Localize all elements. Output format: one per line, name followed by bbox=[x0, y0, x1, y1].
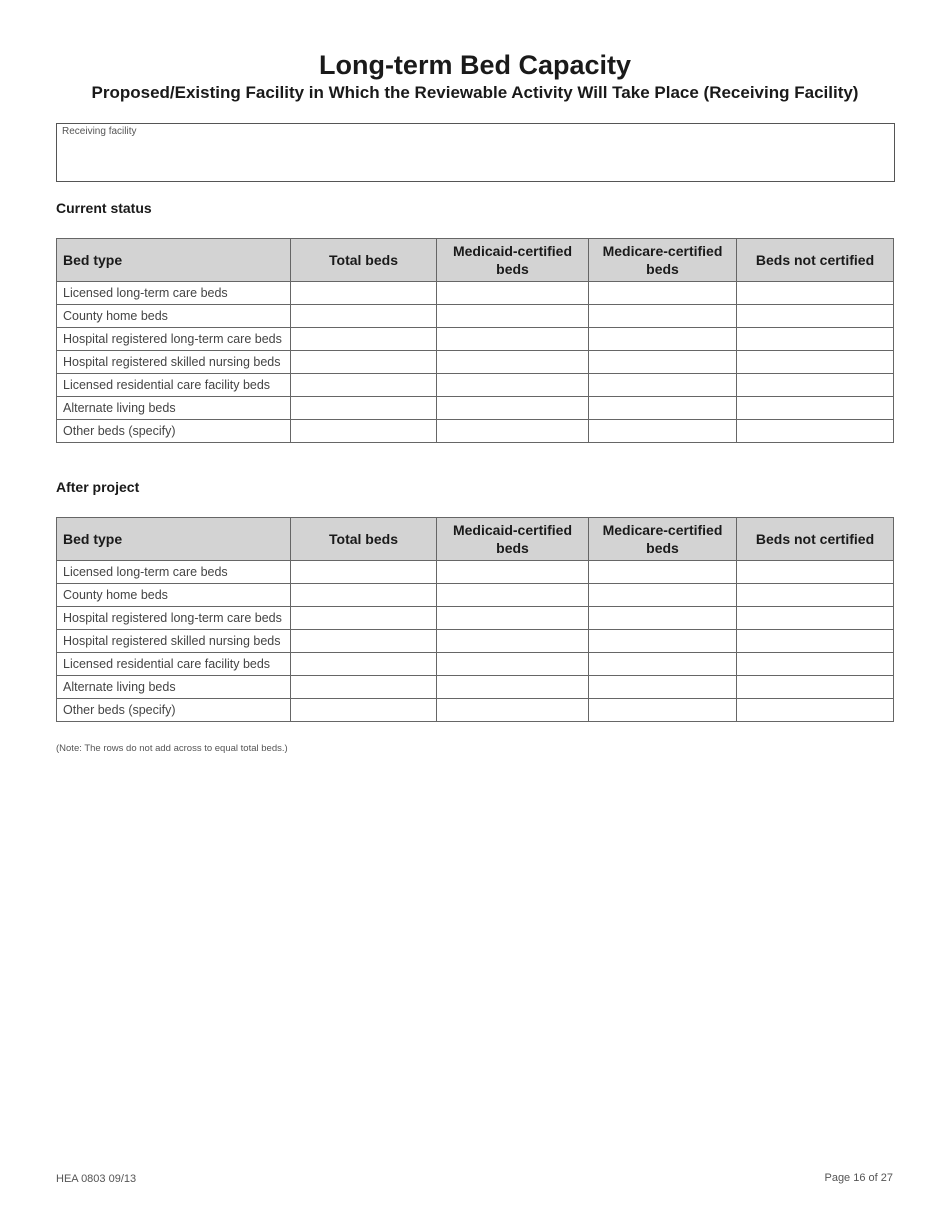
medicaid-certified-beds-cell[interactable] bbox=[437, 420, 589, 443]
table-note: (Note: The rows do not add across to equal total beds.) bbox=[56, 743, 288, 754]
total-beds-cell[interactable] bbox=[291, 282, 437, 305]
medicaid-certified-beds-cell[interactable] bbox=[437, 282, 589, 305]
column-header-beds-not-certified: Beds not certified bbox=[737, 518, 894, 561]
total-beds-cell[interactable] bbox=[291, 397, 437, 420]
medicaid-certified-beds-cell[interactable] bbox=[437, 607, 589, 630]
table-row bbox=[57, 676, 894, 699]
total-beds-cell[interactable] bbox=[291, 328, 437, 351]
medicare-certified-beds-cell[interactable] bbox=[589, 676, 737, 699]
receiving-facility-field bbox=[56, 123, 895, 182]
table-row bbox=[57, 607, 894, 630]
row-label: County home beds bbox=[57, 584, 291, 607]
beds-not-certified-cell[interactable] bbox=[737, 653, 894, 676]
medicaid-certified-beds-cell[interactable] bbox=[437, 699, 589, 722]
row-label: County home beds bbox=[57, 305, 291, 328]
row-label: Hospital registered skilled nursing beds bbox=[57, 630, 291, 653]
medicare-certified-beds-cell[interactable] bbox=[589, 630, 737, 653]
beds-not-certified-cell[interactable] bbox=[737, 584, 894, 607]
table-row bbox=[57, 374, 894, 397]
medicare-certified-beds-cell[interactable] bbox=[589, 584, 737, 607]
total-beds-cell[interactable] bbox=[291, 305, 437, 328]
row-label: Other beds (specify) bbox=[57, 420, 291, 443]
row-label: Alternate living beds bbox=[57, 397, 291, 420]
medicaid-certified-beds-cell[interactable] bbox=[437, 653, 589, 676]
total-beds-cell[interactable] bbox=[291, 374, 437, 397]
receiving-facility-input[interactable] bbox=[62, 142, 889, 177]
row-label: Licensed long-term care beds bbox=[57, 561, 291, 584]
column-header-bed-type: Bed type bbox=[57, 518, 291, 561]
table-row bbox=[57, 305, 894, 328]
form-id: HEA 0803 09/13 bbox=[56, 1173, 137, 1185]
beds-not-certified-cell[interactable] bbox=[737, 699, 894, 722]
medicaid-certified-beds-cell[interactable] bbox=[437, 374, 589, 397]
table-row bbox=[57, 561, 894, 584]
total-beds-cell[interactable] bbox=[291, 351, 437, 374]
table-row bbox=[57, 328, 894, 351]
total-beds-cell[interactable] bbox=[291, 420, 437, 443]
beds-not-certified-cell[interactable] bbox=[737, 351, 894, 374]
total-beds-cell[interactable] bbox=[291, 561, 437, 584]
column-header-medicaid-certified-beds: Medicaid-certified beds bbox=[437, 239, 589, 282]
row-label: Hospital registered skilled nursing beds bbox=[57, 351, 291, 374]
page-number: Page 16 of 27 bbox=[824, 1172, 893, 1184]
column-header-medicare-certified-beds: Medicare-certified beds bbox=[589, 239, 737, 282]
medicare-certified-beds-cell[interactable] bbox=[589, 607, 737, 630]
column-header-total-beds: Total beds bbox=[291, 518, 437, 561]
medicare-certified-beds-cell[interactable] bbox=[589, 328, 737, 351]
total-beds-cell[interactable] bbox=[291, 699, 437, 722]
table-row bbox=[57, 653, 894, 676]
medicare-certified-beds-cell[interactable] bbox=[589, 374, 737, 397]
medicare-certified-beds-cell[interactable] bbox=[589, 561, 737, 584]
table-row bbox=[57, 397, 894, 420]
medicaid-certified-beds-cell[interactable] bbox=[437, 328, 589, 351]
row-label: Alternate living beds bbox=[57, 676, 291, 699]
medicaid-certified-beds-cell[interactable] bbox=[437, 676, 589, 699]
receiving-facility-label: Receiving facility bbox=[62, 126, 137, 137]
medicaid-certified-beds-cell[interactable] bbox=[437, 305, 589, 328]
total-beds-cell[interactable] bbox=[291, 584, 437, 607]
beds-not-certified-cell[interactable] bbox=[737, 282, 894, 305]
table-row bbox=[57, 351, 894, 374]
medicaid-certified-beds-cell[interactable] bbox=[437, 561, 589, 584]
after-project-table bbox=[56, 517, 894, 722]
row-label: Licensed residential care facility beds bbox=[57, 653, 291, 676]
table-row bbox=[57, 630, 894, 653]
medicare-certified-beds-cell[interactable] bbox=[589, 397, 737, 420]
row-label: Hospital registered long-term care beds bbox=[57, 328, 291, 351]
beds-not-certified-cell[interactable] bbox=[737, 305, 894, 328]
beds-not-certified-cell[interactable] bbox=[737, 374, 894, 397]
medicaid-certified-beds-cell[interactable] bbox=[437, 584, 589, 607]
medicare-certified-beds-cell[interactable] bbox=[589, 420, 737, 443]
beds-not-certified-cell[interactable] bbox=[737, 607, 894, 630]
medicaid-certified-beds-cell[interactable] bbox=[437, 351, 589, 374]
current-status-table bbox=[56, 238, 894, 443]
column-header-bed-type: Bed type bbox=[57, 239, 291, 282]
beds-not-certified-cell[interactable] bbox=[737, 630, 894, 653]
medicaid-certified-beds-cell[interactable] bbox=[437, 630, 589, 653]
medicaid-certified-beds-cell[interactable] bbox=[437, 397, 589, 420]
beds-not-certified-cell[interactable] bbox=[737, 328, 894, 351]
table-row bbox=[57, 699, 894, 722]
total-beds-cell[interactable] bbox=[291, 676, 437, 699]
current-status-heading: Current status bbox=[56, 200, 152, 216]
table-row bbox=[57, 584, 894, 607]
document-subtitle: Proposed/Existing Facility in Which the Reviewable Activity Will Take Place (Receiving Facility) bbox=[91, 83, 859, 102]
medicare-certified-beds-cell[interactable] bbox=[589, 305, 737, 328]
column-header-beds-not-certified: Beds not certified bbox=[737, 239, 894, 282]
column-header-total-beds: Total beds bbox=[291, 239, 437, 282]
beds-not-certified-cell[interactable] bbox=[737, 561, 894, 584]
row-label: Licensed long-term care beds bbox=[57, 282, 291, 305]
after-project-heading: After project bbox=[56, 479, 140, 495]
document-title: Long-term Bed Capacity bbox=[318, 50, 632, 80]
row-label: Other beds (specify) bbox=[57, 699, 291, 722]
column-header-medicaid-certified-beds: Medicaid-certified beds bbox=[437, 518, 589, 561]
column-header-medicare-certified-beds: Medicare-certified beds bbox=[589, 518, 737, 561]
medicare-certified-beds-cell[interactable] bbox=[589, 653, 737, 676]
table-row bbox=[57, 282, 894, 305]
table-header-row bbox=[57, 518, 894, 561]
total-beds-cell[interactable] bbox=[291, 653, 437, 676]
row-label: Licensed residential care facility beds bbox=[57, 374, 291, 397]
medicare-certified-beds-cell[interactable] bbox=[589, 282, 737, 305]
total-beds-cell[interactable] bbox=[291, 630, 437, 653]
total-beds-cell[interactable] bbox=[291, 607, 437, 630]
table-header-row bbox=[57, 239, 894, 282]
beds-not-certified-cell[interactable] bbox=[737, 397, 894, 420]
medicare-certified-beds-cell[interactable] bbox=[589, 699, 737, 722]
table-row bbox=[57, 420, 894, 443]
row-label: Hospital registered long-term care beds bbox=[57, 607, 291, 630]
beds-not-certified-cell[interactable] bbox=[737, 676, 894, 699]
medicare-certified-beds-cell[interactable] bbox=[589, 351, 737, 374]
beds-not-certified-cell[interactable] bbox=[737, 420, 894, 443]
